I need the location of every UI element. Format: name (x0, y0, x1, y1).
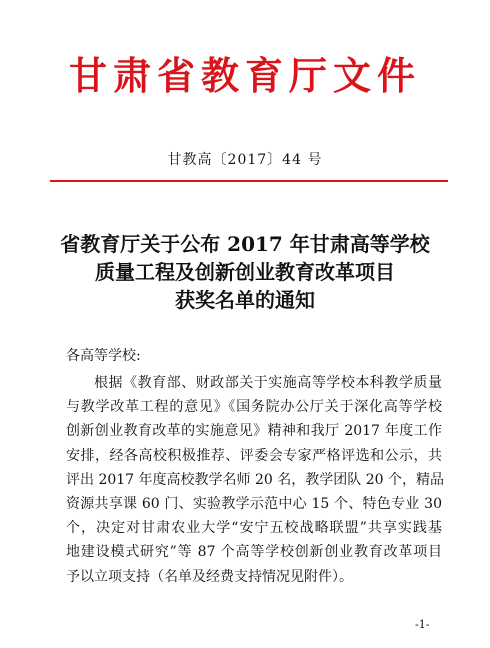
salutation: 各高等学校: (66, 348, 141, 364)
body-line: 资源共享课 60 门、实验教学示范中心 15 个、特色专业 30 (66, 495, 442, 512)
body-line: 创新创业教育改革的实施意见》精神和我厅 2017 年度工作 (66, 423, 442, 440)
notice-title (0, 230, 490, 314)
red-divider-line (50, 180, 448, 182)
notice-title-line: 省教育厅关于公布 2017 年甘肃高等学校 (60, 232, 430, 256)
page-number: -1- (415, 618, 430, 631)
notice-title-line: 质量工程及创新创业教育改革项目 (95, 260, 395, 284)
document-header-title: 甘肃省教育厅文件 (68, 53, 421, 98)
body-line: 评出 2017 年度高校教学名师 20 名，教学团队 20 个，精品 (66, 471, 444, 488)
document-number: 甘教高〔2017〕44 号 (167, 152, 323, 168)
body-line: 予以立项支持（名单及经费支持情况见附件）。 (66, 568, 353, 585)
body-line: 根据《教育部、财政部关于实施高等学校本科教学质量 (94, 375, 442, 391)
body-line: 安排，经各高校积极推荐、评委会专家严格评选和公示，共 (66, 447, 442, 464)
body-paragraph (66, 371, 442, 589)
body-line: 地建设模式研究”等 87 个高等学校创新创业教育改革项目 (66, 544, 442, 561)
body-line: 与教学改革工程的意见》《国务院办公厅关于深化高等学校 (66, 399, 442, 416)
notice-title-line: 获奖名单的通知 (175, 288, 315, 312)
body-line: 个，决定对甘肃农业大学“安宁五校战略联盟”共享实践基 (66, 520, 442, 537)
